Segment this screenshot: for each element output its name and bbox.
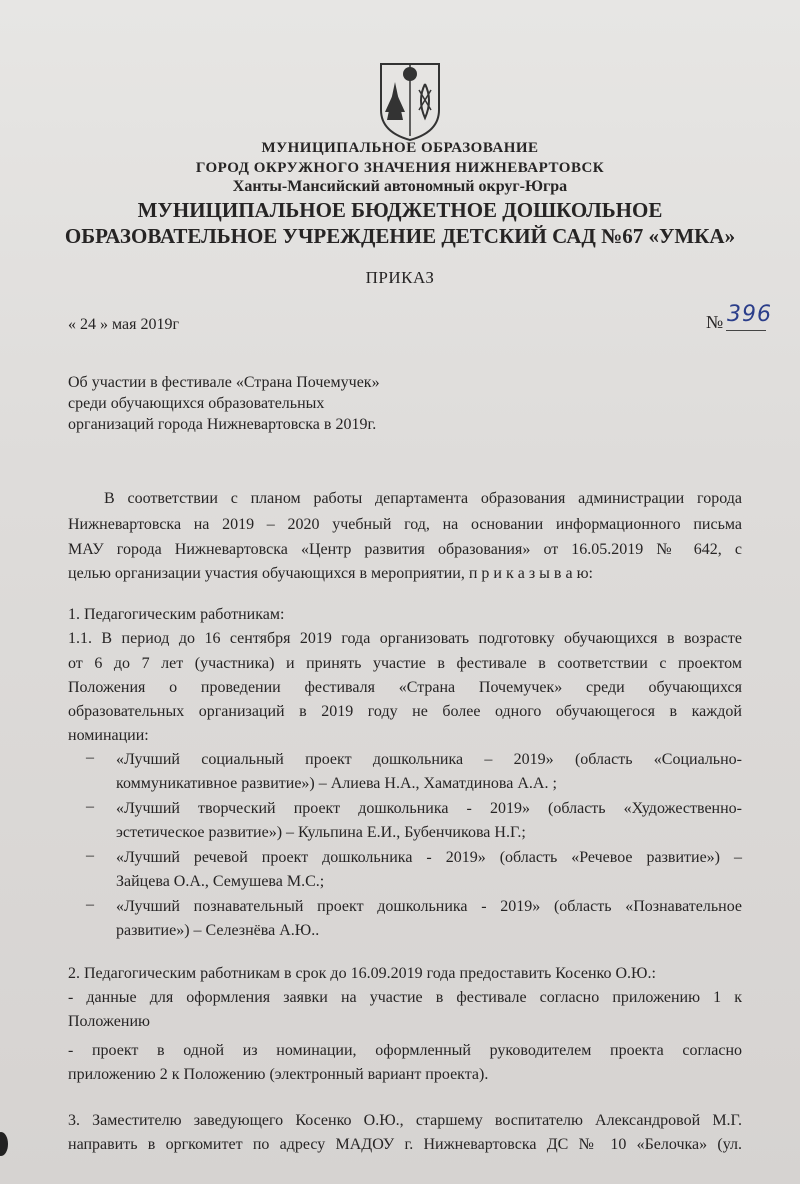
subject-line: организаций города Нижневартовска в 2019г. bbox=[68, 416, 377, 433]
nomination-line: развитие») – Селезнёва А.Ю.. bbox=[116, 922, 320, 939]
coat-of-arms-icon bbox=[375, 60, 445, 142]
section2-line: приложению 2 к Положению (электронный вариант проекта). bbox=[68, 1066, 489, 1083]
order-subject bbox=[68, 372, 380, 435]
section2-line: Положению bbox=[68, 1013, 150, 1030]
section1-text-line: Положения о проведении фестиваля «Страна Почемучек» среди обучающихся bbox=[68, 679, 742, 696]
header-institution-line2: ОБРАЗОВАТЕЛЬНОЕ УЧРЕЖДЕНИЕ ДЕТСКИЙ САД №67 «УМКА» bbox=[64, 224, 736, 248]
list-dash: – bbox=[86, 798, 94, 815]
section1-text-line: образовательных организаций в 2019 году не более одного обучающегося в каждой bbox=[68, 703, 742, 720]
order-date: « 24 » мая 2019г bbox=[68, 316, 180, 333]
nomination-line: «Лучший творческий проект дошкольника - 2019» (область «Художественно- bbox=[116, 800, 742, 817]
document-type: ПРИКАЗ bbox=[365, 268, 435, 287]
section3-line: направить в оргкомитет по адресу МАДОУ г. Нижневартовска ДС № 10 «Белочка» (ул. bbox=[68, 1136, 742, 1153]
nomination-line: коммуникативное развитие») – Алиева Н.А., Хаматдинова А.А. ; bbox=[116, 775, 557, 792]
order-number-label: № bbox=[706, 312, 724, 332]
order-number-underline bbox=[726, 330, 766, 331]
subject-line: Об участии в фестивале «Страна Почемучек» bbox=[68, 374, 380, 391]
section2-line: - данные для оформления заявки на участие в фестивале согласно приложению 1 к bbox=[68, 989, 742, 1006]
section1-title: 1. Педагогическим работникам: bbox=[68, 606, 285, 623]
preamble-line: Нижневартовска на 2019 – 2020 учебный год, на основании информационного письма bbox=[68, 516, 742, 533]
section1-text-line: 1.1. В период до 16 сентября 2019 года организовать подготовку обучающихся в возрасте bbox=[68, 630, 742, 647]
nomination-line: эстетическое развитие») – Кульпина Е.И., Бубенчикова Н.Г.; bbox=[116, 824, 526, 841]
header-municipality: МУНИЦИПАЛЬНОЕ ОБРАЗОВАНИЕ bbox=[261, 140, 539, 156]
header-city: ГОРОД ОКРУЖНОГО ЗНАЧЕНИЯ НИЖНЕВАРТОВСК bbox=[195, 160, 605, 176]
section1-text-line: номинации: bbox=[68, 727, 149, 744]
subject-line: среди обучающихся образовательных bbox=[68, 395, 325, 412]
header-region: Ханты-Мансийский автономный округ-Югра bbox=[232, 178, 568, 195]
header-institution-line1: МУНИЦИПАЛЬНОЕ БЮДЖЕТНОЕ ДОШКОЛЬНОЕ bbox=[137, 198, 663, 222]
list-dash: – bbox=[86, 749, 94, 766]
preamble-line: целью организации участия обучающихся в мероприятии, п р и к а з ы в а ю: bbox=[68, 565, 593, 582]
list-dash: – bbox=[86, 896, 94, 913]
nomination-line: «Лучший познавательный проект дошкольника - 2019» (область «Познавательное bbox=[116, 898, 742, 915]
preamble-line: В соответствии с планом работы департамента образования администрации города bbox=[104, 490, 742, 507]
preamble-line: МАУ города Нижневартовска «Центр развития образования» от 16.05.2019 № 642, с bbox=[68, 541, 742, 558]
section2-line: 2. Педагогическим работникам в срок до 16.09.2019 года предоставить Косенко О.Ю.: bbox=[68, 965, 656, 982]
order-number-handwritten: 396 bbox=[727, 302, 772, 327]
section1-text-line: от 6 до 7 лет (участника) и принять участие в фестивале в соответствии с проектом bbox=[68, 655, 742, 672]
nomination-line: «Лучший социальный проект дошкольника – 2019» (область «Социально- bbox=[116, 751, 742, 768]
section3-line: 3. Заместителю заведующего Косенко О.Ю., старшему воспитателю Александровой М.Г. bbox=[68, 1112, 742, 1129]
nomination-line: «Лучший речевой проект дошкольника - 2019» (область «Речевое развитие») – bbox=[116, 849, 742, 866]
list-dash: – bbox=[86, 847, 94, 864]
section2-line: - проект в одной из номинации, оформленный руководителем проекта согласно bbox=[68, 1042, 742, 1059]
nomination-line: Зайцева О.А., Семушева М.С.; bbox=[116, 873, 325, 890]
binder-hole bbox=[0, 1132, 8, 1156]
